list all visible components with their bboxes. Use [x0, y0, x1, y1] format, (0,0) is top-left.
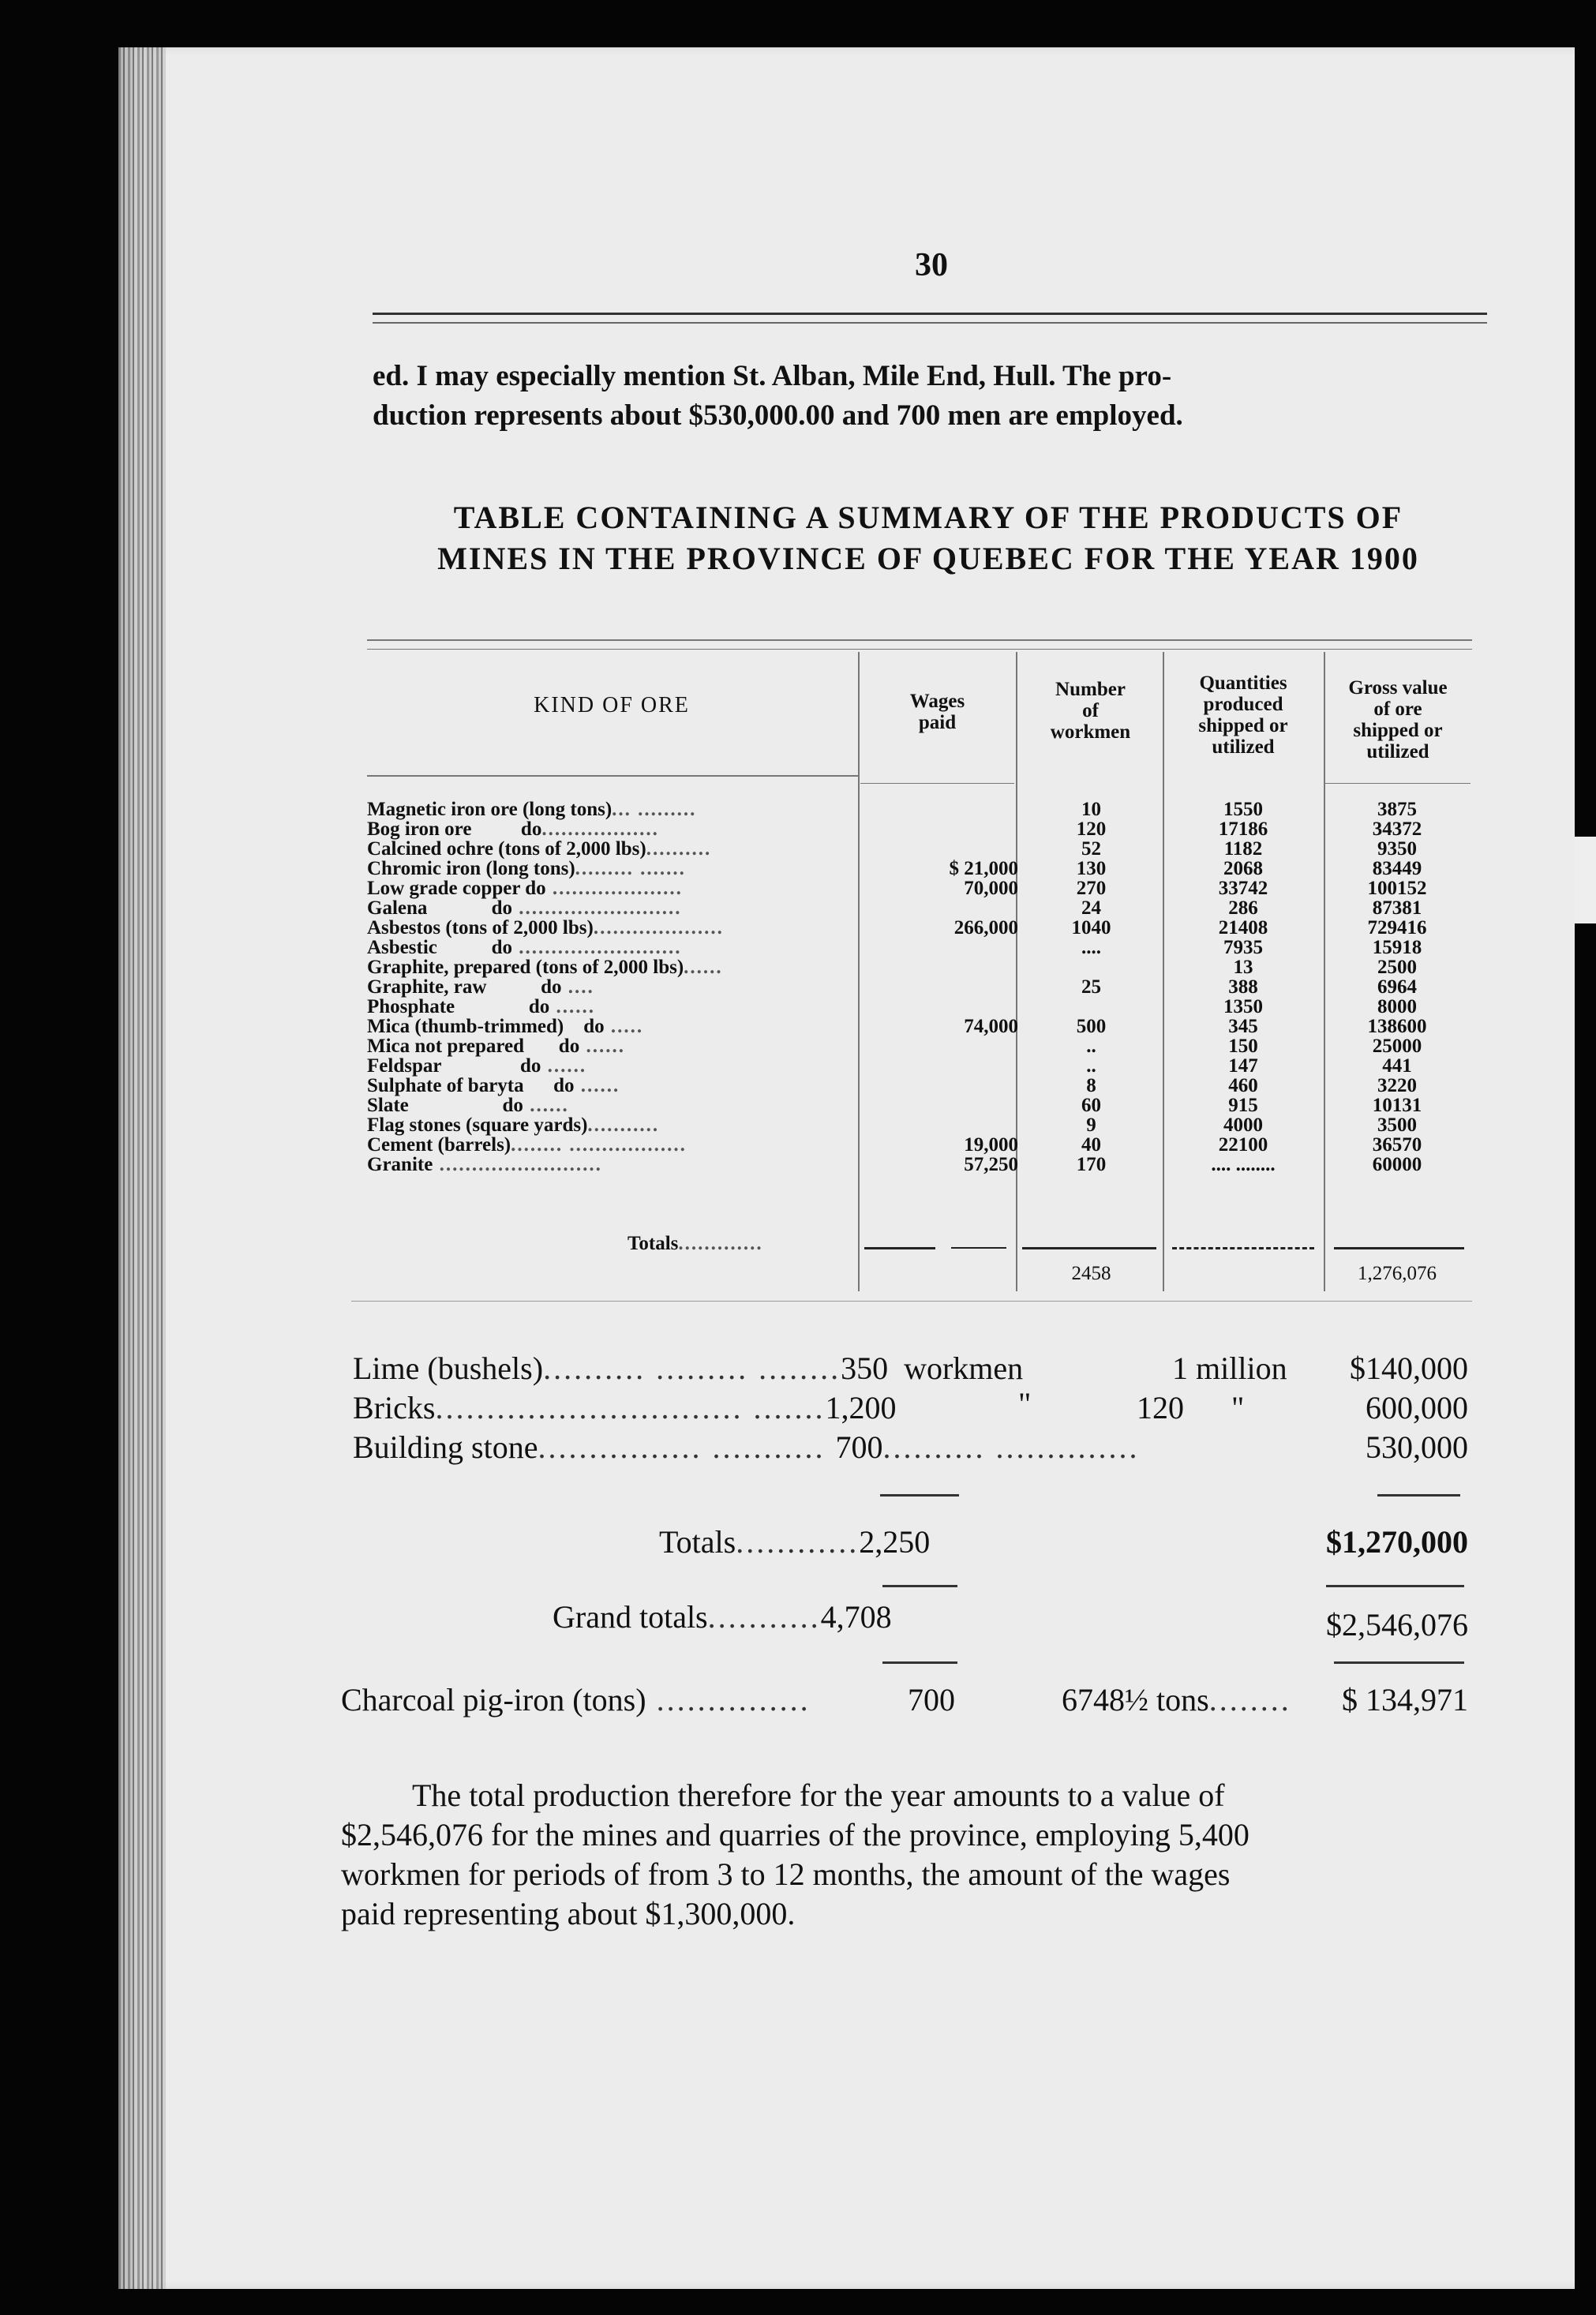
row-quantity: 22100 [1218, 1134, 1268, 1156]
row-workmen: 9 [1086, 1114, 1096, 1136]
row-label [367, 858, 856, 880]
row-label [367, 996, 856, 1018]
row-label-text: Low grade copper do [367, 878, 546, 899]
row-gross-value: 34372 [1372, 818, 1422, 840]
summary-quantity-bricks [1137, 1389, 1244, 1426]
table-row [367, 1095, 1472, 1114]
table-row [367, 878, 1472, 897]
charcoal-row [341, 1681, 811, 1718]
charcoal-quantity-value: 6748½ tons [1062, 1682, 1209, 1718]
header-underline [367, 775, 858, 777]
table-bottom-rule [351, 1301, 1472, 1302]
leader-dots: ... ......... [612, 799, 697, 820]
ore-summary-table [367, 639, 1472, 1302]
row-workmen: 10 [1081, 799, 1101, 820]
totals-workmen: 2458 [1071, 1263, 1111, 1284]
totals-workmen: 2,250 [859, 1524, 931, 1560]
row-label-text: Flag stones (square yards) [367, 1114, 588, 1136]
closing-paragraph [341, 1776, 1466, 1934]
row-label [367, 917, 856, 939]
row-label-text: Mica (thumb-trimmed) do [367, 1016, 605, 1037]
row-label-text: Galena do [367, 897, 513, 919]
summary-row-bricks [353, 1389, 896, 1426]
leader-dots: .......... .............. [882, 1429, 1140, 1465]
row-wages: 74,000 [964, 1016, 1018, 1037]
col-header-gross-line: of ore [1373, 699, 1422, 720]
row-gross-value: 15918 [1372, 937, 1422, 958]
summary-value-bricks: 600,000 [1366, 1390, 1468, 1425]
charcoal-workmen: 700 [908, 1682, 955, 1718]
leader-dots: .............................. ....... [435, 1390, 826, 1425]
row-label [367, 1075, 856, 1097]
row-label [367, 878, 856, 900]
col-header-gross-value [1326, 677, 1470, 762]
col-header-gross-line: Gross value [1348, 677, 1448, 699]
row-label-text: Bog iron ore do [367, 818, 542, 840]
row-wages: 19,000 [964, 1134, 1018, 1156]
table-row [367, 897, 1472, 917]
grand-totals-label: Grand totals [553, 1599, 708, 1635]
col-header-quantities-line: Quantities [1199, 672, 1287, 694]
col-header-workmen-line: Number [1055, 679, 1126, 700]
heading-line: MINES IN THE PROVINCE OF QUEBEC FOR THE YEAR 1900 [437, 541, 1419, 576]
summary-unit: workmen [904, 1350, 1024, 1386]
summary-quantity-value: 120 [1137, 1390, 1184, 1425]
header-underline [1324, 783, 1470, 784]
charcoal-value: $ 134,971 [1342, 1682, 1468, 1718]
summary-label: Bricks [353, 1390, 436, 1425]
table-row [367, 976, 1472, 996]
col-header-quantities-line: shipped or [1198, 715, 1288, 736]
table-row [367, 858, 1472, 878]
leader-dots: ......................... [512, 897, 682, 919]
row-gross-value: 3875 [1377, 799, 1417, 820]
summary-row-building-stone [353, 1429, 1139, 1466]
table-row [367, 957, 1472, 976]
row-quantity: 17186 [1218, 818, 1268, 840]
col-header-kind: KIND OF ORE [534, 693, 690, 717]
row-label [367, 799, 856, 821]
row-gross-value: 60000 [1372, 1154, 1422, 1175]
table-heading [367, 497, 1489, 579]
summary-workmen: 350 [841, 1350, 889, 1386]
row-quantity: 1350 [1223, 996, 1263, 1017]
row-wages: 266,000 [953, 917, 1018, 938]
table-row [367, 1075, 1472, 1095]
page-number: 30 [915, 247, 948, 283]
intro-line: duction represents about $530,000.00 and 700 men are employed. [373, 399, 1183, 432]
leader-dots: ............ [736, 1524, 860, 1560]
row-quantity: 150 [1228, 1036, 1258, 1057]
row-gross-value: 9350 [1377, 838, 1417, 860]
leader-dots: .................... [545, 878, 683, 899]
row-gross-value: 3500 [1377, 1114, 1417, 1136]
col-header-quantities-line: utilized [1212, 736, 1275, 758]
leader-dots: ...... [541, 1055, 587, 1077]
row-label [367, 1154, 856, 1176]
leader-dots: .................. [541, 818, 659, 840]
totals-label: Totals [659, 1524, 736, 1560]
row-quantity: 2068 [1223, 858, 1263, 879]
row-gross-value: 8000 [1377, 996, 1417, 1017]
row-label [367, 838, 856, 860]
row-quantity: 33742 [1218, 878, 1268, 899]
leader-dots: ...... [684, 957, 723, 978]
summary-workmen: 700 [835, 1429, 883, 1465]
row-label-text: Magnetic iron ore (long tons) [367, 799, 613, 820]
leader-dots: ...... [549, 996, 596, 1017]
row-label [367, 1134, 856, 1156]
grand-total-rule [1326, 1585, 1464, 1587]
col-header-wages [860, 691, 1014, 733]
row-gross-value: 83449 [1372, 858, 1422, 879]
row-label-text: Graphite, raw do [367, 976, 562, 998]
col-header-wages-line: paid [918, 712, 957, 733]
totals-value: $1,270,000 [1326, 1524, 1468, 1560]
grand-total-rule [882, 1585, 957, 1587]
leader-dots: .... [561, 976, 594, 998]
table-row [367, 996, 1472, 1016]
closing-line: $2,546,076 for the mines and quarries of the province, employing 5,400 [341, 1817, 1249, 1852]
row-quantity: 915 [1228, 1095, 1258, 1116]
header-rule [373, 313, 1487, 324]
subtotal-rule [1377, 1494, 1460, 1497]
totals-rule [1334, 1247, 1464, 1249]
summary-value-building-stone: 530,000 [1366, 1429, 1468, 1465]
row-quantity: 4000 [1223, 1114, 1263, 1136]
row-quantity: 388 [1228, 976, 1258, 998]
row-quantity: .... ........ [1211, 1154, 1276, 1175]
totals-rule [864, 1247, 935, 1249]
leader-dots: ...... [574, 1075, 620, 1096]
intro-line: ed. I may especially mention St. Alban, Mile End, Hull. The pro- [373, 360, 1172, 392]
row-label-text: Mica not prepared do [367, 1036, 580, 1057]
table-row [367, 818, 1472, 838]
row-workmen: .... [1081, 937, 1101, 958]
col-header-workmen-line: of [1082, 700, 1099, 721]
row-label [367, 957, 856, 979]
table-top-rule [367, 639, 1472, 641]
leader-dots: ........... [707, 1599, 821, 1635]
row-label [367, 1055, 856, 1077]
grand-totals-value: $2,546,076 [1326, 1607, 1468, 1643]
leader-dots: ........... [587, 1114, 660, 1136]
leader-dots: ......... ....... [575, 858, 686, 879]
closing-line: paid representing about $1,300,000. [341, 1896, 796, 1931]
table-row [367, 838, 1472, 858]
row-label-text: Graphite, prepared (tons of 2,000 lbs) [367, 957, 684, 978]
row-label-text: Asbestos (tons of 2,000 lbs) [367, 917, 594, 938]
row-gross-value: 3220 [1377, 1075, 1417, 1096]
totals-row [659, 1523, 930, 1560]
row-quantity: 345 [1228, 1016, 1258, 1037]
page-binding-edge [118, 47, 166, 2289]
row-workmen: 52 [1081, 838, 1101, 860]
row-label [367, 897, 856, 920]
leader-dots: ...... [579, 1036, 625, 1057]
intro-paragraph [373, 357, 1489, 436]
row-quantity: 460 [1228, 1075, 1258, 1096]
row-gross-value: 87381 [1372, 897, 1422, 919]
leader-dots: ......................... [512, 937, 682, 958]
col-header-workmen [1018, 679, 1163, 743]
row-label-text: Chromic iron (long tons) [367, 858, 575, 879]
table-row [367, 1134, 1472, 1154]
row-label-text: Calcined ochre (tons of 2,000 lbs) [367, 838, 646, 860]
row-label [367, 976, 856, 998]
table-row [367, 1114, 1472, 1134]
summary-label: Building stone [353, 1429, 538, 1465]
table-totals-row [367, 1233, 1472, 1253]
row-gross-value: 6964 [1377, 976, 1417, 998]
row-workmen: 40 [1081, 1134, 1101, 1156]
leader-dots: ................ ........... [538, 1429, 836, 1465]
charcoal-quantity [1062, 1681, 1291, 1718]
row-quantity: 1550 [1223, 799, 1263, 820]
table-row [367, 937, 1472, 957]
row-label [367, 1095, 856, 1117]
row-quantity: 21408 [1218, 917, 1268, 938]
row-quantity: 1182 [1223, 838, 1263, 860]
row-quantity: 7935 [1223, 937, 1263, 958]
row-workmen: 25 [1081, 976, 1101, 998]
subtotal-rule [880, 1494, 959, 1497]
row-label-text: Feldspar do [367, 1055, 541, 1077]
col-header-quantities [1164, 672, 1322, 758]
row-workmen: 8 [1086, 1075, 1096, 1096]
row-gross-value: 729416 [1367, 917, 1427, 938]
row-gross-value: 100152 [1367, 878, 1427, 899]
leader-dots: ........ [1208, 1682, 1291, 1718]
row-workmen: .. [1086, 1036, 1096, 1057]
row-label-text: Asbestic do [367, 937, 513, 958]
row-workmen: 130 [1076, 858, 1107, 879]
summary-label: Lime (bushels) [353, 1350, 544, 1386]
totals-label: Totals............. [628, 1233, 763, 1254]
summary-ditto-bricks: " [1018, 1386, 1032, 1422]
leader-dots: ..... [604, 1016, 644, 1037]
row-label [367, 1036, 856, 1058]
summary-quantity-lime: 1 million [1172, 1350, 1287, 1386]
col-header-gross-line: utilized [1366, 741, 1429, 762]
row-quantity: 147 [1228, 1055, 1258, 1077]
row-gross-value: 441 [1382, 1055, 1412, 1077]
totals-label-text: Totals [628, 1233, 679, 1254]
leader-dots: ........ .................. [511, 1134, 687, 1156]
summary-value-lime: $140,000 [1350, 1350, 1468, 1386]
row-workmen: 60 [1081, 1095, 1101, 1116]
summary-quantity-ditto: " [1231, 1390, 1245, 1425]
table-totals-values [367, 1263, 1472, 1283]
row-wages: 57,250 [964, 1154, 1018, 1175]
grand-totals-row [553, 1598, 892, 1635]
row-label [367, 1016, 856, 1038]
row-workmen: .. [1086, 1055, 1096, 1077]
leader-dots: ...... [523, 1095, 569, 1116]
table-row [367, 1154, 1472, 1174]
row-workmen: 1040 [1071, 917, 1111, 938]
row-label-text: Slate do [367, 1095, 523, 1116]
row-label [367, 1114, 856, 1137]
row-gross-value: 36570 [1372, 1134, 1422, 1156]
row-gross-value: 138600 [1367, 1016, 1427, 1037]
totals-rule [1022, 1247, 1156, 1249]
grand-totals-workmen: 4,708 [820, 1599, 892, 1635]
table-row [367, 1036, 1472, 1055]
row-quantity: 13 [1233, 957, 1253, 978]
page-edge-tab [1575, 837, 1596, 923]
totals-rule [951, 1247, 1006, 1249]
table-row [367, 799, 1472, 818]
closing-line: The total production therefore for the year amounts to a value of [412, 1777, 1225, 1813]
col-header-wages-line: Wages [909, 691, 965, 712]
row-workmen: 270 [1076, 878, 1107, 899]
charcoal-label: Charcoal pig-iron (tons) [341, 1682, 646, 1718]
grand-total-rule [882, 1661, 957, 1664]
row-workmen: 120 [1076, 818, 1107, 840]
closing-line: workmen for periods of from 3 to 12 months, the amount of the wages [341, 1856, 1231, 1892]
heading-line: TABLE CONTAINING A SUMMARY OF THE PRODUCTS OF [453, 500, 1403, 535]
row-gross-value: 10131 [1372, 1095, 1422, 1116]
row-label-text: Granite [367, 1154, 433, 1175]
row-quantity: 286 [1228, 897, 1258, 919]
row-wages: 70,000 [964, 878, 1018, 899]
row-gross-value: 25000 [1372, 1036, 1422, 1057]
table-row [367, 1055, 1472, 1075]
leader-dots: .......... ......... ........ [543, 1350, 841, 1386]
leader-dots: .................... [593, 917, 724, 938]
leader-dots: .......... [646, 838, 712, 860]
totals-value: 1,276,076 [1358, 1263, 1437, 1284]
col-header-gross-line: shipped or [1353, 720, 1443, 741]
leader-dots: ......................... [433, 1154, 602, 1175]
totals-rule [1172, 1247, 1314, 1249]
row-wages: $ 21,000 [949, 858, 1018, 879]
row-label-text: Cement (barrels) [367, 1134, 511, 1156]
row-gross-value: 2500 [1377, 957, 1417, 978]
table-row [367, 1016, 1472, 1036]
header-underline [860, 783, 1014, 784]
table-top-rule-inner [367, 649, 1472, 650]
leader-dots: ............... [646, 1682, 811, 1718]
summary-workmen: 1,200 [825, 1390, 897, 1425]
col-header-quantities-line: produced [1203, 694, 1283, 715]
row-label [367, 937, 856, 959]
col-header-workmen-line: workmen [1050, 721, 1131, 743]
summary-row-lime [353, 1350, 1023, 1387]
row-workmen: 500 [1076, 1016, 1107, 1037]
row-label [367, 818, 856, 841]
row-label-text: Sulphate of baryta do [367, 1075, 575, 1096]
grand-total-rule [1334, 1661, 1464, 1664]
row-workmen: 24 [1081, 897, 1101, 919]
row-label-text: Phosphate do [367, 996, 550, 1017]
table-row [367, 917, 1472, 937]
row-workmen: 170 [1076, 1154, 1107, 1175]
